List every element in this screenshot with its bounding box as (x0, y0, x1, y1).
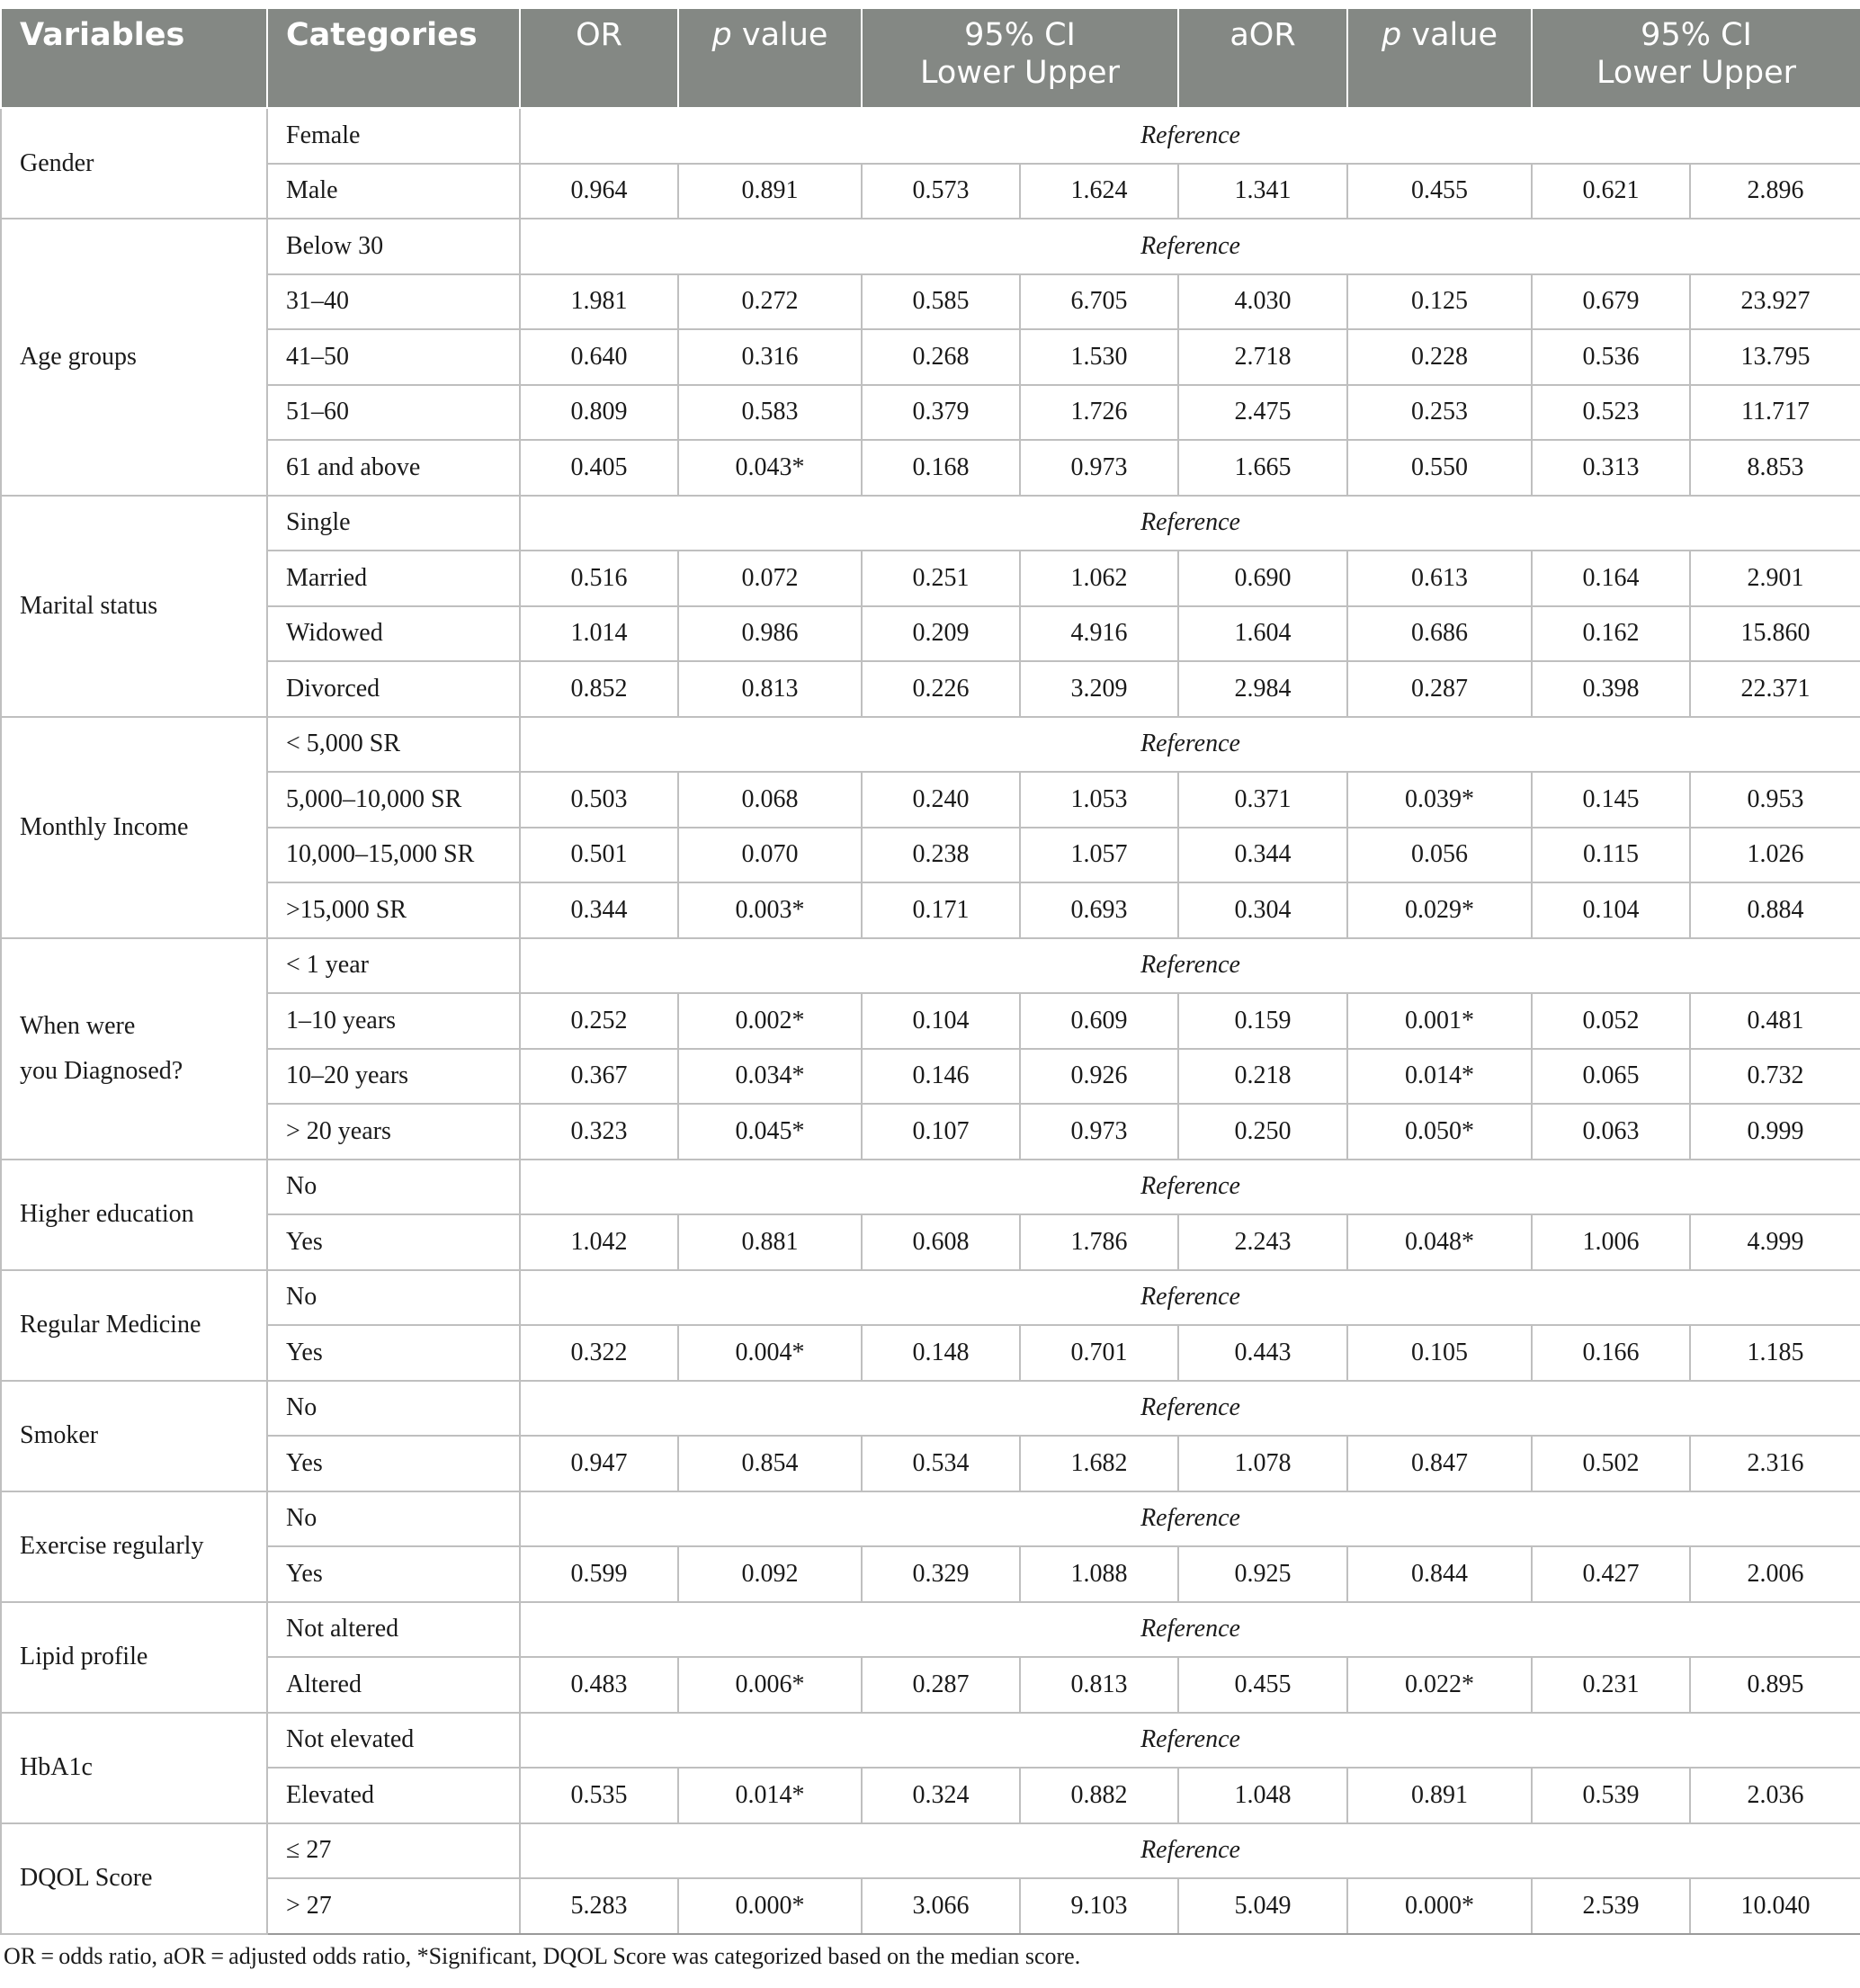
reference-cell: Reference (520, 1823, 1860, 1879)
header-p-rest: value (1401, 17, 1498, 53)
or-cell: 0.367 (520, 1049, 678, 1105)
header-categories: Categories (267, 8, 520, 108)
category-cell: 5,000–10,000 SR (267, 772, 520, 828)
table-row (1, 440, 1860, 496)
table-row (1, 1713, 1860, 1769)
adj-p-value-cell: 0.125 (1347, 274, 1532, 330)
p-value-cell: 0.043* (678, 440, 862, 496)
adj-ci-upper-cell: 2.036 (1690, 1768, 1860, 1823)
ci-lower-cell: 0.573 (862, 164, 1020, 219)
ci-lower-cell: 0.107 (862, 1104, 1020, 1160)
aor-cell: 0.250 (1178, 1104, 1347, 1160)
aor-cell: 2.984 (1178, 661, 1347, 717)
category-cell: 61 and above (267, 440, 520, 496)
or-cell: 0.535 (520, 1768, 678, 1823)
category-cell: Single (267, 496, 520, 551)
category-cell: Not elevated (267, 1713, 520, 1769)
adj-ci-lower-cell: 0.065 (1532, 1049, 1690, 1105)
or-cell: 1.981 (520, 274, 678, 330)
variable-cell: Age groups (1, 219, 267, 496)
category-cell: Female (267, 108, 520, 164)
adj-ci-lower-cell: 0.502 (1532, 1436, 1690, 1491)
table-row (1, 1436, 1860, 1491)
table-row (1, 1214, 1860, 1270)
category-cell: < 1 year (267, 938, 520, 994)
ci-lower-cell: 0.226 (862, 661, 1020, 717)
header-95ci-line2: Lower Upper (920, 55, 1120, 91)
table-row (1, 1270, 1860, 1326)
aor-cell: 2.243 (1178, 1214, 1347, 1270)
ci-lower-cell: 0.171 (862, 882, 1020, 938)
adj-p-value-cell: 0.844 (1347, 1546, 1532, 1602)
or-cell: 5.283 (520, 1878, 678, 1934)
ci-upper-cell: 0.973 (1020, 440, 1178, 496)
or-cell: 1.014 (520, 606, 678, 662)
table-row (1, 219, 1860, 274)
aor-cell: 5.049 (1178, 1878, 1347, 1934)
ci-lower-cell: 0.238 (862, 828, 1020, 883)
header-or: OR (520, 8, 678, 108)
aor-cell: 0.371 (1178, 772, 1347, 828)
or-cell: 0.640 (520, 329, 678, 385)
category-cell: No (267, 1491, 520, 1547)
aor-cell: 0.218 (1178, 1049, 1347, 1105)
adj-p-value-cell: 0.455 (1347, 164, 1532, 219)
reference-cell: Reference (520, 496, 1860, 551)
aor-cell: 1.341 (1178, 164, 1347, 219)
aor-cell: 0.304 (1178, 882, 1347, 938)
table-footnote: OR = odds ratio, aOR = adjusted odds ratio, *Significant, DQOL Score was categorized based on the median score. (4, 1943, 1081, 1969)
aor-cell: 0.159 (1178, 993, 1347, 1049)
ci-lower-cell: 0.168 (862, 440, 1020, 496)
category-cell: 10–20 years (267, 1049, 520, 1105)
p-value-cell: 0.006* (678, 1657, 862, 1713)
table-row (1, 551, 1860, 606)
header-95ci-adjusted (1532, 8, 1860, 108)
table-row (1, 661, 1860, 717)
header-95ci-line2: Lower Upper (1596, 55, 1796, 91)
reference-cell: Reference (520, 1270, 1860, 1326)
ci-lower-cell: 0.534 (862, 1436, 1020, 1491)
adj-ci-upper-cell: 15.860 (1690, 606, 1860, 662)
header-p-rest: value (731, 17, 828, 53)
adj-ci-lower-cell: 0.523 (1532, 385, 1690, 441)
results-table-container (0, 7, 1860, 1935)
aor-cell: 1.665 (1178, 440, 1347, 496)
ci-upper-cell: 3.209 (1020, 661, 1178, 717)
or-cell: 0.516 (520, 551, 678, 606)
table-row (1, 1768, 1860, 1823)
adj-ci-upper-cell: 0.895 (1690, 1657, 1860, 1713)
table-row (1, 882, 1860, 938)
aor-cell: 0.690 (1178, 551, 1347, 606)
variable-cell: Monthly Income (1, 717, 267, 938)
aor-cell: 0.455 (1178, 1657, 1347, 1713)
ci-lower-cell: 0.148 (862, 1325, 1020, 1381)
p-value-cell: 0.881 (678, 1214, 862, 1270)
table-row (1, 274, 1860, 330)
adj-p-value-cell: 0.014* (1347, 1049, 1532, 1105)
adj-p-value-cell: 0.686 (1347, 606, 1532, 662)
category-cell: 31–40 (267, 274, 520, 330)
p-value-cell: 0.072 (678, 551, 862, 606)
or-cell: 0.483 (520, 1657, 678, 1713)
adj-p-value-cell: 0.847 (1347, 1436, 1532, 1491)
reference-cell: Reference (520, 1602, 1860, 1658)
ci-upper-cell: 1.786 (1020, 1214, 1178, 1270)
or-cell: 0.809 (520, 385, 678, 441)
aor-cell: 2.718 (1178, 329, 1347, 385)
table-row (1, 496, 1860, 551)
header-p-value (678, 8, 862, 108)
ci-lower-cell: 0.104 (862, 993, 1020, 1049)
category-cell: >15,000 SR (267, 882, 520, 938)
or-cell: 0.852 (520, 661, 678, 717)
ci-lower-cell: 0.324 (862, 1768, 1020, 1823)
table-row (1, 108, 1860, 164)
p-value-cell: 0.045* (678, 1104, 862, 1160)
ci-upper-cell: 0.693 (1020, 882, 1178, 938)
category-cell: > 20 years (267, 1104, 520, 1160)
table-body (1, 108, 1860, 1934)
adj-p-value-cell: 0.891 (1347, 1768, 1532, 1823)
table-row (1, 1049, 1860, 1105)
p-value-cell: 0.002* (678, 993, 862, 1049)
variable-cell: When were you Diagnosed? (1, 938, 267, 1160)
adj-ci-upper-cell: 4.999 (1690, 1214, 1860, 1270)
table-row (1, 164, 1860, 219)
adj-ci-lower-cell: 0.231 (1532, 1657, 1690, 1713)
p-value-cell: 0.092 (678, 1546, 862, 1602)
category-cell: 1–10 years (267, 993, 520, 1049)
category-cell: < 5,000 SR (267, 717, 520, 773)
category-cell: Divorced (267, 661, 520, 717)
aor-cell: 2.475 (1178, 385, 1347, 441)
adj-ci-lower-cell: 2.539 (1532, 1878, 1690, 1934)
adj-p-value-cell: 0.105 (1347, 1325, 1532, 1381)
adj-ci-lower-cell: 0.398 (1532, 661, 1690, 717)
table-row (1, 1546, 1860, 1602)
p-value-cell: 0.034* (678, 1049, 862, 1105)
or-cell: 0.405 (520, 440, 678, 496)
p-value-cell: 0.583 (678, 385, 862, 441)
ci-upper-cell: 9.103 (1020, 1878, 1178, 1934)
adj-ci-upper-cell: 22.371 (1690, 661, 1860, 717)
ci-upper-cell: 0.926 (1020, 1049, 1178, 1105)
ci-upper-cell: 0.701 (1020, 1325, 1178, 1381)
or-cell: 0.599 (520, 1546, 678, 1602)
category-cell: No (267, 1270, 520, 1326)
ci-upper-cell: 1.062 (1020, 551, 1178, 606)
category-cell: Male (267, 164, 520, 219)
adj-ci-upper-cell: 0.884 (1690, 882, 1860, 938)
adj-p-value-cell: 0.050* (1347, 1104, 1532, 1160)
or-cell: 0.344 (520, 882, 678, 938)
adj-ci-lower-cell: 0.145 (1532, 772, 1690, 828)
adj-ci-upper-cell: 2.901 (1690, 551, 1860, 606)
p-value-cell: 0.003* (678, 882, 862, 938)
category-cell: 41–50 (267, 329, 520, 385)
p-value-cell: 0.068 (678, 772, 862, 828)
header-p-italic: p (1382, 17, 1402, 53)
table-row (1, 772, 1860, 828)
variable-cell: Smoker (1, 1381, 267, 1491)
ci-lower-cell: 0.379 (862, 385, 1020, 441)
variable-cell: Exercise regularly (1, 1491, 267, 1602)
ci-lower-cell: 0.268 (862, 329, 1020, 385)
or-cell: 0.964 (520, 164, 678, 219)
category-cell: Yes (267, 1546, 520, 1602)
category-cell: Widowed (267, 606, 520, 662)
adj-p-value-cell: 0.029* (1347, 882, 1532, 938)
adj-ci-upper-cell: 2.896 (1690, 164, 1860, 219)
adj-ci-lower-cell: 0.536 (1532, 329, 1690, 385)
adj-ci-lower-cell: 0.679 (1532, 274, 1690, 330)
adj-p-value-cell: 0.056 (1347, 828, 1532, 883)
category-cell: Below 30 (267, 219, 520, 274)
category-cell: No (267, 1160, 520, 1215)
ci-lower-cell: 0.240 (862, 772, 1020, 828)
adj-ci-upper-cell: 0.732 (1690, 1049, 1860, 1105)
header-p-value-adjusted (1347, 8, 1532, 108)
adj-p-value-cell: 0.550 (1347, 440, 1532, 496)
aor-cell: 4.030 (1178, 274, 1347, 330)
p-value-cell: 0.014* (678, 1768, 862, 1823)
adj-ci-lower-cell: 0.539 (1532, 1768, 1690, 1823)
adj-ci-upper-cell: 2.006 (1690, 1546, 1860, 1602)
adj-ci-lower-cell: 0.166 (1532, 1325, 1690, 1381)
p-value-cell: 0.986 (678, 606, 862, 662)
ci-lower-cell: 0.146 (862, 1049, 1020, 1105)
table-row (1, 1878, 1860, 1934)
adj-p-value-cell: 0.613 (1347, 551, 1532, 606)
aor-cell: 0.344 (1178, 828, 1347, 883)
or-cell: 0.501 (520, 828, 678, 883)
reference-cell: Reference (520, 1381, 1860, 1437)
ci-upper-cell: 1.088 (1020, 1546, 1178, 1602)
category-cell: Yes (267, 1214, 520, 1270)
table-row (1, 993, 1860, 1049)
ci-upper-cell: 4.916 (1020, 606, 1178, 662)
adj-ci-lower-cell: 0.621 (1532, 164, 1690, 219)
adj-ci-upper-cell: 8.853 (1690, 440, 1860, 496)
adj-ci-upper-cell: 11.717 (1690, 385, 1860, 441)
or-cell: 0.322 (520, 1325, 678, 1381)
variable-cell: Regular Medicine (1, 1270, 267, 1381)
table-row (1, 1381, 1860, 1437)
table-row (1, 329, 1860, 385)
ci-upper-cell: 1.053 (1020, 772, 1178, 828)
table-row (1, 1602, 1860, 1658)
adj-p-value-cell: 0.048* (1347, 1214, 1532, 1270)
adj-ci-lower-cell: 0.162 (1532, 606, 1690, 662)
header-variables: Variables (1, 8, 267, 108)
header-p-italic: p (711, 17, 732, 53)
reference-cell: Reference (520, 108, 1860, 164)
adj-ci-upper-cell: 1.185 (1690, 1325, 1860, 1381)
header-row (1, 8, 1860, 108)
table-row (1, 1657, 1860, 1713)
variable-cell: Higher education (1, 1160, 267, 1270)
ci-upper-cell: 0.973 (1020, 1104, 1178, 1160)
ci-upper-cell: 1.530 (1020, 329, 1178, 385)
odds-ratio-table (0, 7, 1860, 1935)
header-aor: aOR (1178, 8, 1347, 108)
aor-cell: 1.078 (1178, 1436, 1347, 1491)
header-95ci-line1: 95% CI (964, 17, 1076, 53)
adj-p-value-cell: 0.001* (1347, 993, 1532, 1049)
table-row (1, 717, 1860, 773)
adj-ci-upper-cell: 2.316 (1690, 1436, 1860, 1491)
header-95ci (862, 8, 1178, 108)
category-cell: 10,000–15,000 SR (267, 828, 520, 883)
adj-p-value-cell: 0.000* (1347, 1878, 1532, 1934)
category-cell: Yes (267, 1325, 520, 1381)
adj-ci-upper-cell: 23.927 (1690, 274, 1860, 330)
table-row (1, 385, 1860, 441)
category-cell: Married (267, 551, 520, 606)
table-row (1, 1823, 1860, 1879)
adj-ci-upper-cell: 0.999 (1690, 1104, 1860, 1160)
adj-ci-lower-cell: 0.063 (1532, 1104, 1690, 1160)
table-row (1, 1104, 1860, 1160)
adj-p-value-cell: 0.287 (1347, 661, 1532, 717)
table-row (1, 828, 1860, 883)
adj-ci-upper-cell: 10.040 (1690, 1878, 1860, 1934)
p-value-cell: 0.813 (678, 661, 862, 717)
adj-ci-lower-cell: 1.006 (1532, 1214, 1690, 1270)
ci-lower-cell: 0.209 (862, 606, 1020, 662)
ci-lower-cell: 3.066 (862, 1878, 1020, 1934)
adj-ci-upper-cell: 0.481 (1690, 993, 1860, 1049)
adj-p-value-cell: 0.253 (1347, 385, 1532, 441)
p-value-cell: 0.854 (678, 1436, 862, 1491)
p-value-cell: 0.070 (678, 828, 862, 883)
or-cell: 1.042 (520, 1214, 678, 1270)
ci-upper-cell: 1.624 (1020, 164, 1178, 219)
table-row (1, 938, 1860, 994)
category-cell: No (267, 1381, 520, 1437)
category-cell: Not altered (267, 1602, 520, 1658)
table-row (1, 1160, 1860, 1215)
variable-cell: Marital status (1, 496, 267, 717)
reference-cell: Reference (520, 1713, 1860, 1769)
category-cell: Elevated (267, 1768, 520, 1823)
category-cell: Altered (267, 1657, 520, 1713)
adj-ci-upper-cell: 1.026 (1690, 828, 1860, 883)
reference-cell: Reference (520, 717, 1860, 773)
ci-upper-cell: 0.609 (1020, 993, 1178, 1049)
ci-upper-cell: 0.813 (1020, 1657, 1178, 1713)
ci-upper-cell: 1.057 (1020, 828, 1178, 883)
ci-lower-cell: 0.608 (862, 1214, 1020, 1270)
aor-cell: 0.443 (1178, 1325, 1347, 1381)
p-value-cell: 0.272 (678, 274, 862, 330)
aor-cell: 0.925 (1178, 1546, 1347, 1602)
header-95ci-line1: 95% CI (1641, 17, 1752, 53)
reference-cell: Reference (520, 1491, 1860, 1547)
reference-cell: Reference (520, 219, 1860, 274)
adj-p-value-cell: 0.039* (1347, 772, 1532, 828)
table-row (1, 1325, 1860, 1381)
adj-ci-upper-cell: 13.795 (1690, 329, 1860, 385)
ci-upper-cell: 6.705 (1020, 274, 1178, 330)
category-cell: ≤ 27 (267, 1823, 520, 1879)
p-value-cell: 0.891 (678, 164, 862, 219)
category-cell: Yes (267, 1436, 520, 1491)
adj-ci-lower-cell: 0.052 (1532, 993, 1690, 1049)
adj-ci-lower-cell: 0.427 (1532, 1546, 1690, 1602)
or-cell: 0.252 (520, 993, 678, 1049)
adj-ci-lower-cell: 0.115 (1532, 828, 1690, 883)
ci-lower-cell: 0.585 (862, 274, 1020, 330)
reference-cell: Reference (520, 938, 1860, 994)
or-cell: 0.503 (520, 772, 678, 828)
adj-ci-lower-cell: 0.164 (1532, 551, 1690, 606)
table-row (1, 606, 1860, 662)
category-cell: > 27 (267, 1878, 520, 1934)
adj-p-value-cell: 0.022* (1347, 1657, 1532, 1713)
variable-cell: DQOL Score (1, 1823, 267, 1934)
adj-ci-upper-cell: 0.953 (1690, 772, 1860, 828)
variable-cell: Gender (1, 108, 267, 219)
variable-cell: Lipid profile (1, 1602, 267, 1713)
aor-cell: 1.604 (1178, 606, 1347, 662)
reference-cell: Reference (520, 1160, 1860, 1215)
or-cell: 0.947 (520, 1436, 678, 1491)
adj-ci-lower-cell: 0.104 (1532, 882, 1690, 938)
p-value-cell: 0.000* (678, 1878, 862, 1934)
variable-cell: HbA1c (1, 1713, 267, 1823)
ci-upper-cell: 1.726 (1020, 385, 1178, 441)
adj-p-value-cell: 0.228 (1347, 329, 1532, 385)
p-value-cell: 0.004* (678, 1325, 862, 1381)
aor-cell: 1.048 (1178, 1768, 1347, 1823)
adj-ci-lower-cell: 0.313 (1532, 440, 1690, 496)
ci-upper-cell: 0.882 (1020, 1768, 1178, 1823)
ci-lower-cell: 0.251 (862, 551, 1020, 606)
or-cell: 0.323 (520, 1104, 678, 1160)
ci-upper-cell: 1.682 (1020, 1436, 1178, 1491)
ci-lower-cell: 0.329 (862, 1546, 1020, 1602)
p-value-cell: 0.316 (678, 329, 862, 385)
ci-lower-cell: 0.287 (862, 1657, 1020, 1713)
table-row (1, 1491, 1860, 1547)
category-cell: 51–60 (267, 385, 520, 441)
